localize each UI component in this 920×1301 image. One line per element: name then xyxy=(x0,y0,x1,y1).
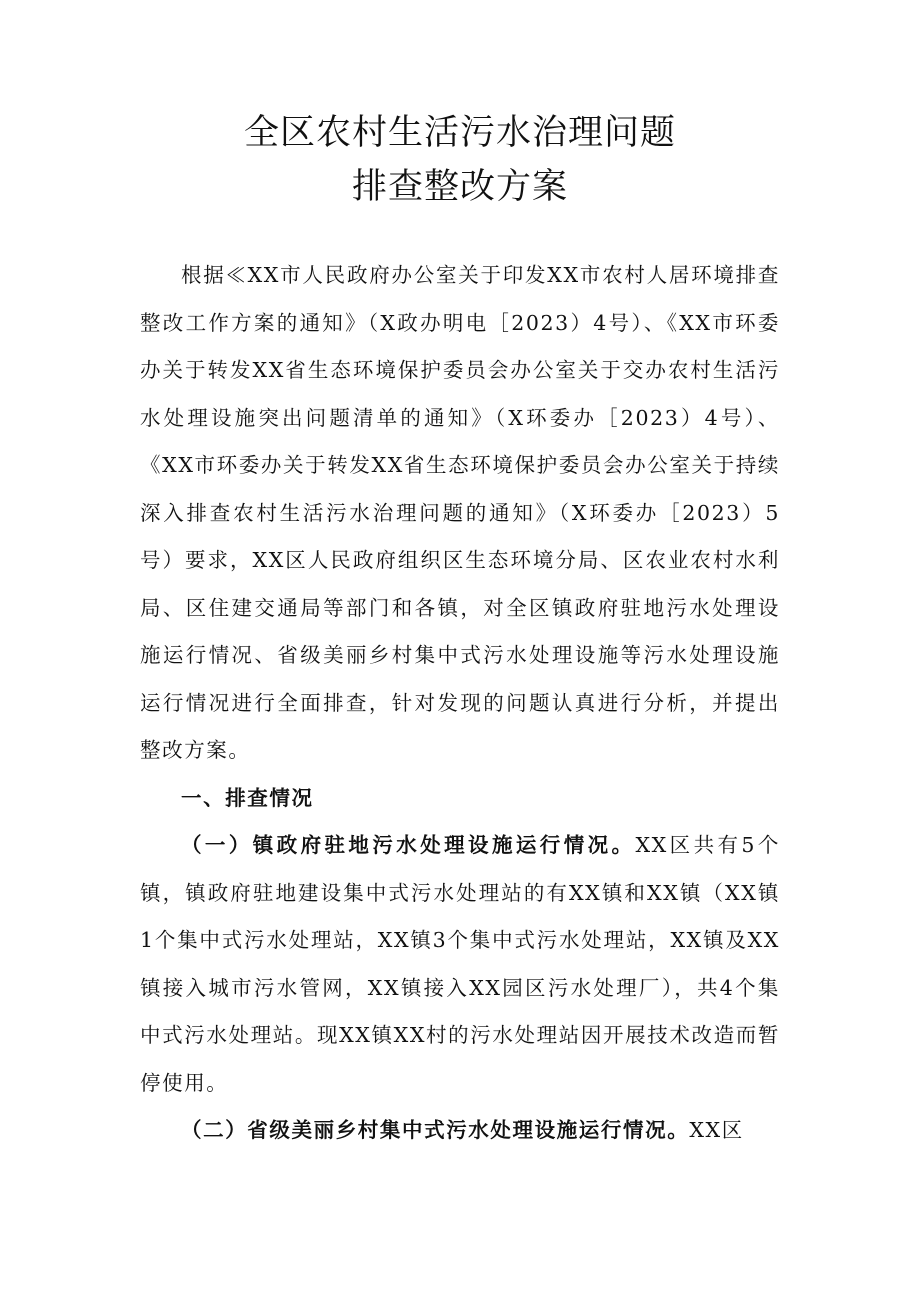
document-body xyxy=(140,252,780,1155)
subsection-2-lead: （二）省级美丽乡村集中式污水处理设施运行情况。 xyxy=(181,1118,690,1142)
subsection-2-paragraph xyxy=(140,1107,780,1155)
subsection-1-paragraph xyxy=(140,822,780,1107)
subsection-1-lead: （一）镇政府驻地污水处理设施运行情况。 xyxy=(181,833,636,857)
title-line-1: 全区农村生活污水治理问题 xyxy=(243,113,676,153)
subsection-1-body: XX区共有5个镇，镇政府驻地建设集中式污水处理站的有XX镇和XX镇（XX镇1个集中式污水处理站，XX镇3个集中式污水处理站，XX镇及XX镇接入城市污水管网，XX镇接入XX园区污水处理厂），共4个集中式污水处理站。现XX镇XX村的污水处理站因开展技术改造而暂停使用。 xyxy=(140,833,780,1095)
intro-paragraph: 根据≪XX市人民政府办公室关于印发XX市农村人居环境排查整改工作方案的通知》（X政办明电［2023）4号）、《XX市环委办关于转发XX省生态环境保护委员会办公室关于交办农村生活污水处理设施突出问题清单的通知》（X环委办［2023）4号）、《XX市环委办关于转发XX省生态环境保护委员会办公室关于持续深入排查农村生活污水治理问题的通知》（X环委办［2023）5号）要求，XX区人民政府组织区生态环境分局、区农业农村水利局、区住建交通局等部门和各镇，对全区镇政府驻地污水处理设施运行情况、省级美丽乡村集中式污水处理设施等污水处理设施运行情况进行全面排查，针对发现的问题认真进行分析，并提出整改方案。 xyxy=(140,263,780,762)
document-title xyxy=(0,106,920,214)
subsection-2-body: XX区 xyxy=(689,1118,744,1142)
section-heading-1: 一、排查情况 xyxy=(181,785,314,810)
title-line-2: 排查整改方案 xyxy=(351,167,568,207)
